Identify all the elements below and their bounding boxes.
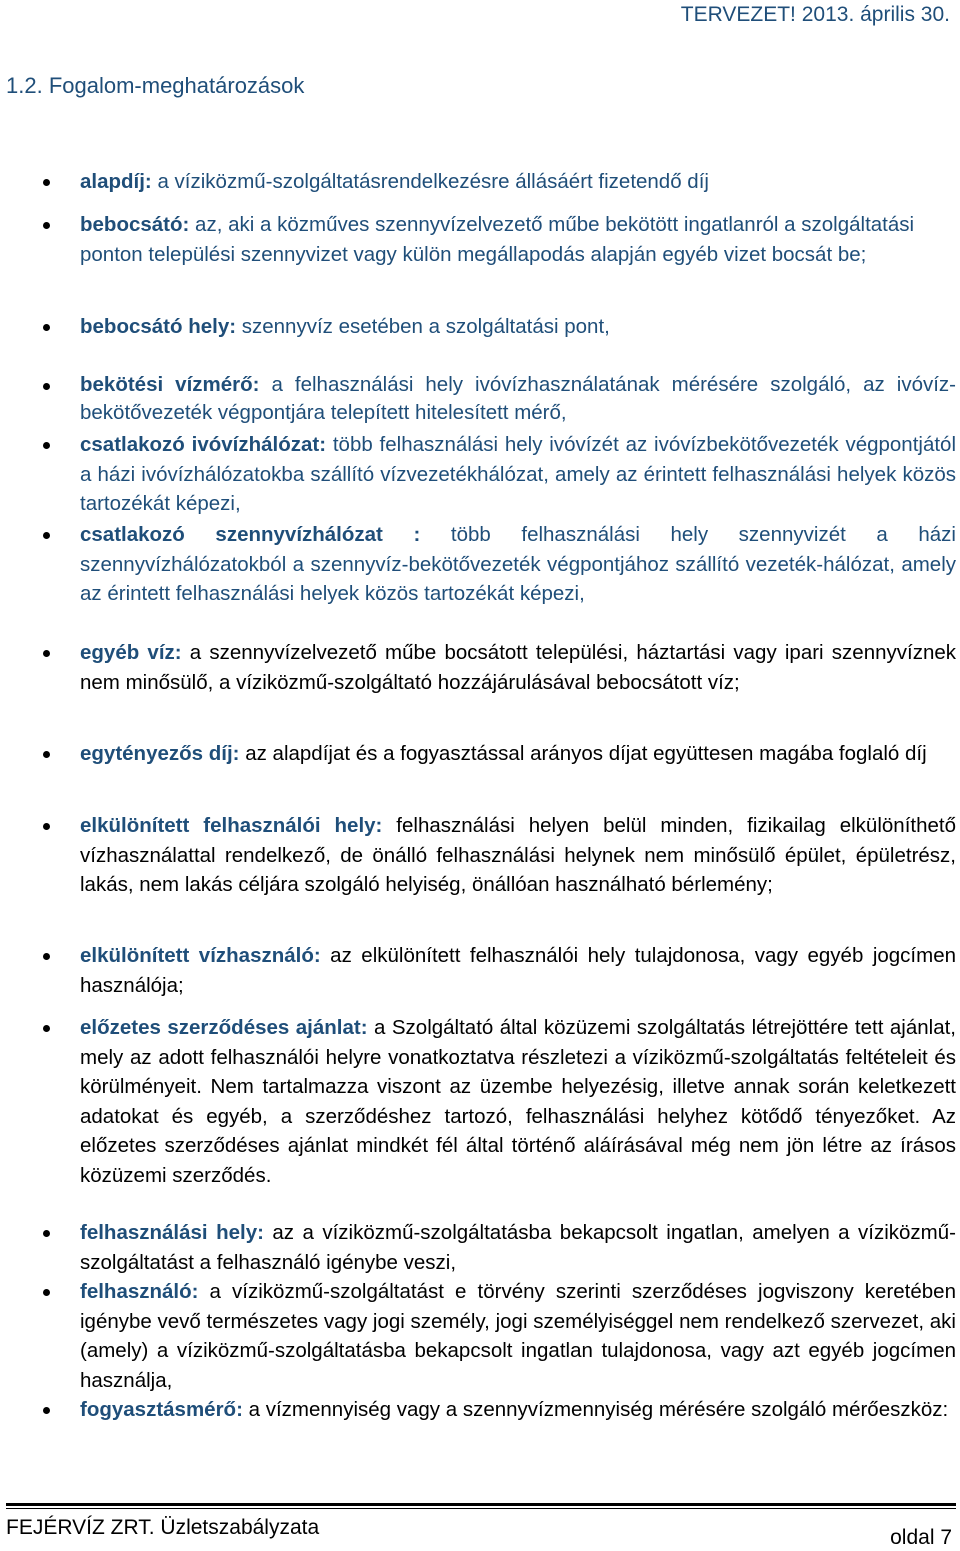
definition-item — [80, 1277, 956, 1395]
definition-text: az alapdíjat és a fogyasztással arányos díjat együttesen magába foglaló díj — [239, 742, 927, 765]
footer-divider-thin — [6, 1508, 956, 1509]
definition-text: a vízmennyiség vagy a szennyvízmennyiség mérésére szolgáló mérőeszköz: — [242, 1398, 949, 1421]
definition-term: felhasználási hely: — [80, 1221, 264, 1244]
definition-term: csatlakozó ivóvízhálózat: — [80, 433, 327, 456]
definition-item — [80, 739, 956, 769]
bullet-icon — [43, 751, 50, 758]
bullet-icon — [43, 179, 50, 186]
bullet-icon — [43, 823, 50, 830]
definition-text: az a víziközmű-szolgáltatásba bekapcsolt ingatlan, amelyen a víziközmű-szolgáltatást a felhasználó igénybe veszi, — [80, 1221, 956, 1274]
bullet-icon — [43, 442, 50, 449]
bullet-icon — [43, 383, 50, 390]
definition-term: csatlakozó szennyvízhálózat : — [80, 523, 421, 546]
footer-company-name: FEJÉRVÍZ ZRT. Üzletszabályzata — [6, 1516, 320, 1539]
definition-text: az elkülönített felhasználói hely tulajdonosa, vagy egyéb jogcímen használója; — [80, 944, 957, 997]
definition-term: bekötési vízmérő: — [80, 373, 260, 396]
definition-text: felhasználási helyen belül minden, fizikailag elkülöníthető vízhasználattal rendelkező, de önálló felhasználási helynek nem minősülő épület, épületrész, lakás, nem lakás céljára szolgáló helyiség, önállóan használható bérlemény; — [80, 814, 956, 896]
definition-text: a víziközmű-szolgáltatást e törvény szerinti szerződéses jogviszony keretében igénybe vevő természetes vagy jogi személy, jogi személyiséggel nem rendelkező szervezet, aki (amely) a víziközmű-szolgáltatásba bekapcsolt ingatlan tulajdonosa, vagy azt egyéb jogcímen használja, — [80, 1280, 956, 1392]
definition-item — [80, 371, 956, 427]
bullet-icon — [43, 953, 50, 960]
definition-term: alapdíj: — [80, 170, 152, 193]
definition-term: bebocsátó hely: — [80, 315, 237, 338]
definition-term: fogyasztásmérő: — [80, 1398, 243, 1421]
definition-term: előzetes szerződéses ajánlat: — [80, 1016, 368, 1039]
definition-text: a felhasználási hely ivóvízhasználatának mérésére szolgáló, az ivóvíz-bekötővezeték végpontjára telepített hitelesített mérő, — [80, 373, 956, 424]
definition-text: több felhasználási hely szennyvizét a házi szennyvízhálózatokból a szennyvíz-bekötővezeték végpontjához szállító vezeték-hálózat, amely az érintett felhasználási helyek közös tartozékát képezi, — [80, 523, 956, 605]
section-heading — [6, 73, 304, 99]
definition-text: a Szolgáltató által közüzemi szolgáltatás létrejöttére tett ajánlat, mely az adott felhasználói helyre vonatkoztatva részletezi a víziközmű-szolgáltatás feltételeit és körülményeit. Nem tartalmazza viszont az üzembe helyezésig, illetve annak során keletkezett adatokat és egyéb, a szerződéshez tartozó, felhasználási helyhez kötődő tényezőket. Az előzetes szerződéses ajánlat mindkét fél által történő aláírásával még nem jön létre az írásos közüzemi szerződés. — [80, 1016, 956, 1187]
definition-item — [80, 1013, 956, 1190]
bullet-icon — [43, 222, 50, 229]
definition-text: szennyvíz esetében a szolgáltatási pont, — [236, 315, 610, 338]
definition-item — [80, 1395, 956, 1425]
definition-term: elkülönített vízhasználó: — [80, 944, 321, 967]
definition-term: egyéb víz: — [80, 641, 182, 664]
definition-item — [80, 811, 956, 900]
footer-divider-thick — [6, 1503, 956, 1506]
definition-text: a szennyvízelvezető műbe bocsátott települési, háztartási vagy ipari szennyvíznek nem minősülő, a víziközmű-szolgáltató hozzájárulásával bebocsátott víz; — [80, 641, 956, 694]
bullet-icon — [43, 532, 50, 539]
bullet-icon — [43, 1230, 50, 1237]
header-draft-date: TERVEZET! 2013. április 30. — [680, 3, 950, 26]
definition-term: felhasználó: — [80, 1280, 199, 1303]
bullet-icon — [43, 1289, 50, 1296]
section-title: Fogalom-meghatározások — [48, 73, 305, 98]
definition-term: egytényezős díj: — [80, 742, 240, 765]
definition-text: több felhasználási hely ivóvízét az ivóvízbekötővezeték végpontjától a házi ivóvízhálózatokba szállító vízvezetékhálózat, amely az érintett felhasználási helyek közös tartozékát képezi, — [80, 433, 956, 515]
definition-item — [80, 941, 956, 1000]
definition-item — [80, 638, 956, 697]
bullet-icon — [43, 1025, 50, 1032]
definition-text: a víziközmű-szolgáltatásrendelkezésre állásáért fizetendő díj — [151, 170, 709, 193]
definition-term: bebocsátó: — [80, 213, 190, 236]
definition-item — [80, 210, 956, 269]
definition-item — [80, 1218, 956, 1277]
footer-page-number: oldal 7 — [890, 1526, 952, 1549]
definition-term: elkülönített felhasználói hely: — [80, 814, 383, 837]
definition-item — [80, 167, 956, 197]
definition-item — [80, 430, 956, 519]
definition-text: az, aki a közműves szennyvízelvezető műbe bekötött ingatlanról a szolgáltatási ponton települési szennyvizet vagy külön megállapodás alapján egyéb vizet bocsát be; — [80, 213, 915, 266]
section-number: 1.2. — [6, 73, 43, 98]
bullet-icon — [43, 650, 50, 657]
definition-item — [80, 312, 956, 342]
definition-item — [80, 520, 956, 609]
bullet-icon — [43, 1407, 50, 1414]
bullet-icon — [43, 324, 50, 331]
